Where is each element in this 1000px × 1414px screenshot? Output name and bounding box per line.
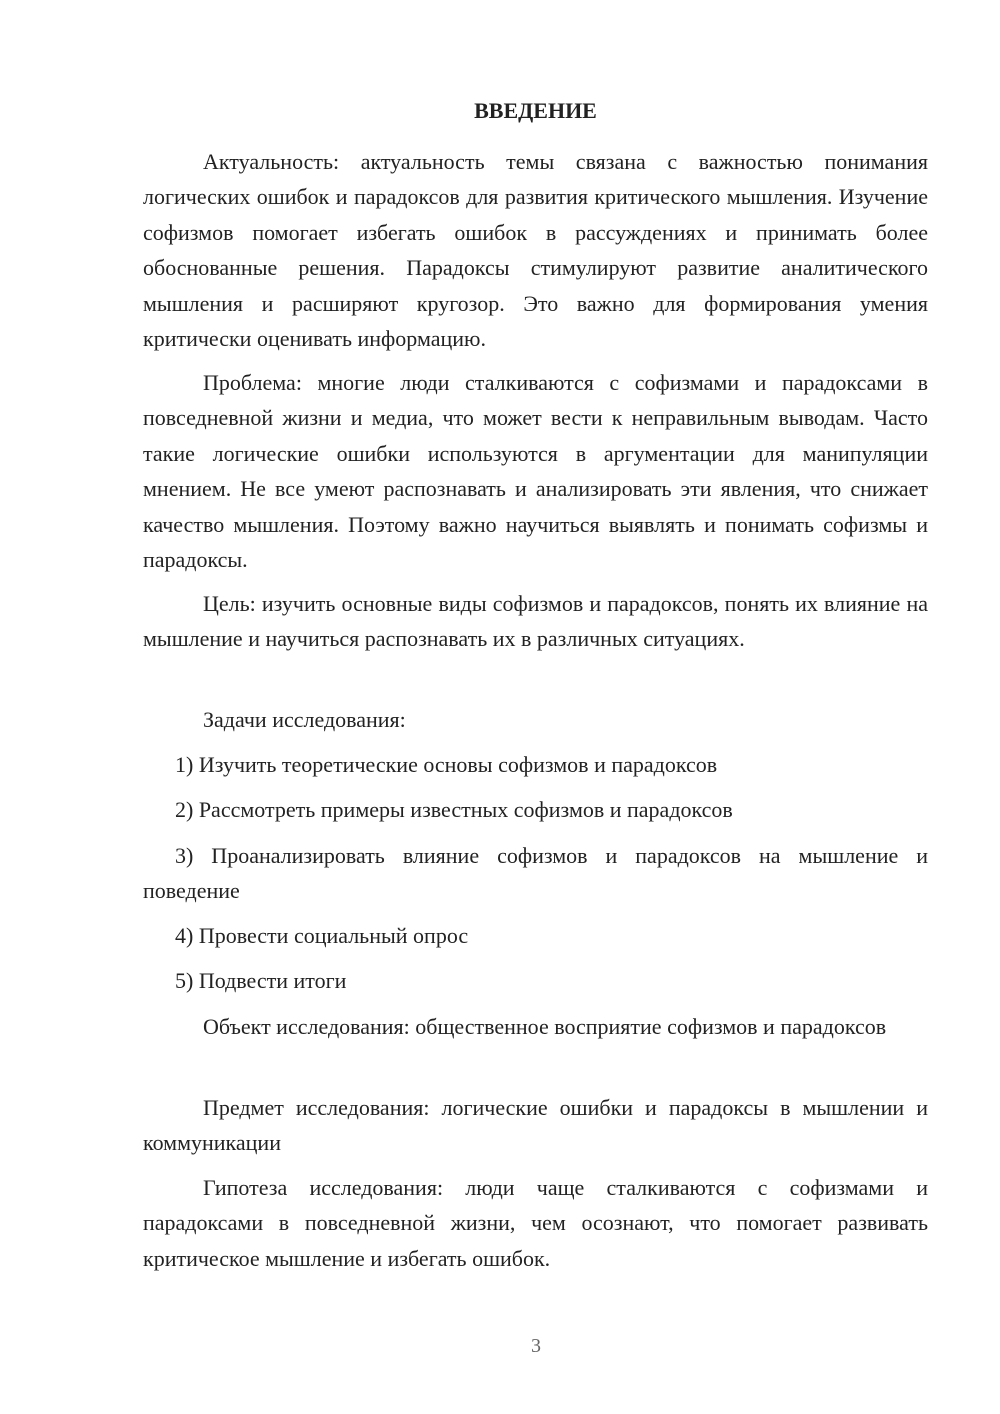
paragraph-object: Объект исследования: общественное восприятие софизмов и парадоксов [203,1014,887,1039]
page-number: 3 [531,1335,541,1357]
tasks-heading: Задачи исследования: [203,707,406,732]
section-title: ВВЕДЕНИЕ [474,98,597,123]
task-item-3: 3) Проанализировать влияние софизмов и парадоксов на мышление и поведение [143,843,928,904]
task-item-1: 1) Изучить теоретические основы софизмов и парадоксов [175,752,718,777]
task-item-4: 4) Провести социальный опрос [175,923,469,948]
paragraph-goal: Цель: изучить основные виды софизмов и парадоксов, понять их влияние на мышление и научиться распознавать их в различных ситуациях. [143,591,928,652]
task-item-5: 5) Подвести итоги [175,968,347,993]
paragraph-problem: Проблема: многие люди сталкиваются с софизмами и парадоксами в повседневной жизни и медиа, что может вести к неправильным выводам. Часто такие логические ошибки используются в аргументации для манипуляции мнением. Не все умеют распознавать и анализировать эти явления, что снижает качество мышления. Поэтому важно научиться выявлять и понимать софизмы и парадоксы. [143,370,928,573]
paragraph-hypothesis: Гипотеза исследования: люди чаще сталкиваются с софизмами и парадоксами в повседневной жизни, чем осознают, что помогает развивать критическое мышление и избегать ошибок. [143,1175,928,1271]
paragraph-subject: Предмет исследования: логические ошибки и парадоксы в мышлении и коммуникации [143,1095,928,1156]
task-item-2: 2) Рассмотреть примеры известных софизмов и парадоксов [175,797,733,822]
paragraph-relevance: Актуальность: актуальность темы связана с важностью понимания логических ошибок и парадоксов для развития критического мышления. Изучение софизмов помогает избегать ошибок в рассуждениях и принимать более обоснованные решения. Парадоксы стимулируют развитие аналитического мышления и расширяют кругозор. Это важно для формирования умения критически оценивать информацию. [143,149,928,352]
